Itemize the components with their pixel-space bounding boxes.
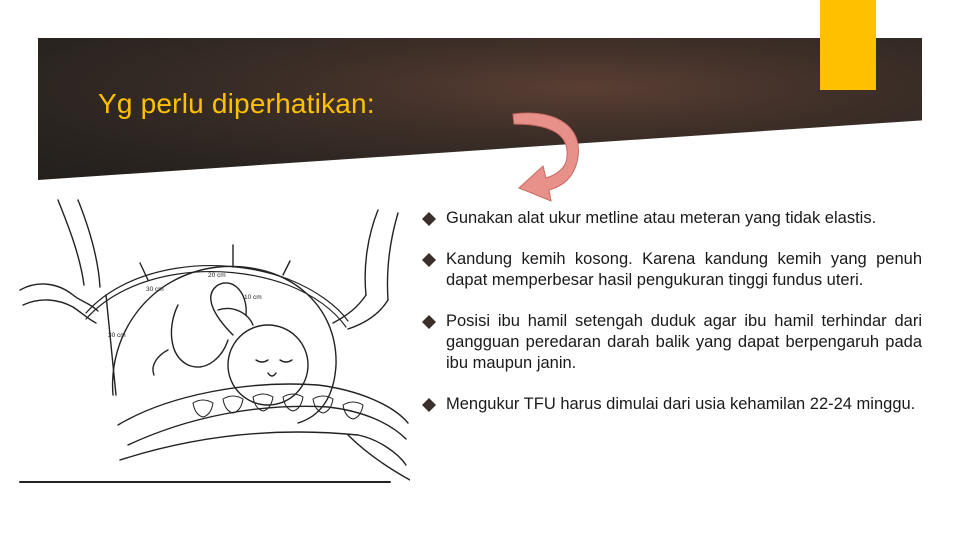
bullet-text: Kandung kemih kosong. Karena kandung kemih yang penuh dapat memperbesar hasil pengukuran tinggi fundus uteri. bbox=[446, 250, 922, 289]
diamond-bullet-icon bbox=[422, 212, 436, 226]
diamond-bullet-icon bbox=[422, 315, 436, 329]
accent-bar bbox=[820, 0, 876, 90]
fundal-height-illustration bbox=[18, 195, 410, 485]
bullet-text: Gunakan alat ukur metline atau meteran yang tidak elastis. bbox=[446, 209, 877, 227]
tape-label-30cm-side: 30 cm bbox=[108, 332, 126, 339]
tape-label-30cm-top: 30 cm bbox=[146, 286, 164, 293]
diamond-bullet-icon bbox=[422, 253, 436, 267]
curved-arrow-icon bbox=[505, 100, 595, 210]
list-item bbox=[422, 208, 922, 229]
bullet-text: Mengukur TFU harus dimulai dari usia kehamilan 22-24 minggu. bbox=[446, 395, 916, 413]
bullet-list bbox=[422, 208, 922, 435]
list-item bbox=[422, 311, 922, 374]
bullet-text: Posisi ibu hamil setengah duduk agar ibu hamil terhindar dari gangguan peredaran darah balik yang dapat berpengaruh pada ibu maupun janin. bbox=[446, 312, 922, 372]
slide-title: Yg perlu diperhatikan: bbox=[98, 88, 375, 119]
diamond-bullet-icon bbox=[422, 398, 436, 412]
list-item bbox=[422, 394, 922, 415]
tape-label-10cm: 10 cm bbox=[244, 294, 262, 301]
list-item bbox=[422, 249, 922, 291]
tape-label-20cm: 20 cm bbox=[208, 272, 226, 279]
